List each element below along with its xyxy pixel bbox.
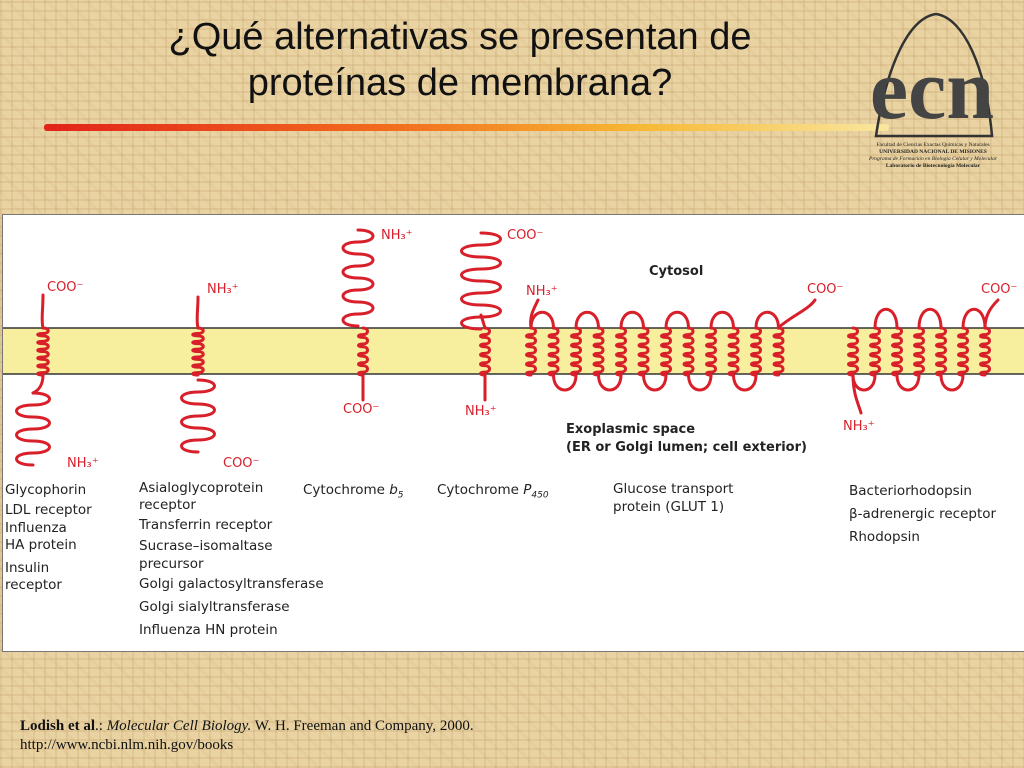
asialo-n-stalk bbox=[197, 297, 198, 328]
glycophorin-tm-helix bbox=[38, 328, 49, 375]
caption-line: Sucrase–isomaltase bbox=[139, 538, 273, 554]
glut1-cyto-loop bbox=[531, 312, 554, 328]
title-line-1: ¿Qué alternativas se presentan de bbox=[168, 16, 752, 58]
sevenTM-exo-loop bbox=[853, 375, 875, 390]
caption-cytochrome-p450: Cytochrome $P_{450}$ bbox=[437, 482, 549, 501]
sevenTM-c-tail bbox=[985, 300, 998, 328]
glut1-exo-loop bbox=[689, 375, 712, 390]
glut1-exo-loop bbox=[644, 375, 667, 390]
citation-publisher: W. H. Freeman and Company, 2000. bbox=[251, 718, 474, 734]
bacterio-nh3-label: NH₃⁺ bbox=[843, 419, 875, 434]
caption-line: Glycophorin bbox=[5, 482, 87, 498]
sevenTM-cyto-loop bbox=[919, 309, 941, 328]
glut1-cooh-label: COO⁻ bbox=[807, 282, 844, 297]
asialo-nh3-label: NH₃⁺ bbox=[207, 282, 239, 297]
caption-line: HA protein bbox=[5, 537, 77, 553]
logo-line-1: Facultad de Ciencias Exactas Químicas y Naturales bbox=[876, 142, 990, 148]
glut1-c-stalk bbox=[778, 300, 815, 328]
title-line-2: proteínas de membrana? bbox=[247, 62, 673, 104]
membrane-protein-figure bbox=[2, 214, 1024, 652]
glut1-cyto-loop bbox=[666, 312, 689, 328]
glut1-cyto-loop bbox=[756, 312, 779, 328]
cytb5-cyto-domain bbox=[343, 230, 373, 326]
glycophorin-n-stalk bbox=[42, 295, 43, 328]
sevenTM-cyto-loop bbox=[875, 309, 897, 328]
citation-book: Molecular Cell Biology. bbox=[106, 718, 252, 734]
asialo-tm-helix bbox=[193, 328, 204, 375]
caption-line: Influenza HN protein bbox=[139, 622, 278, 638]
p450-nh3-label: NH₃⁺ bbox=[465, 404, 497, 419]
caption-type1 bbox=[5, 480, 92, 594]
caption-line: Glucose transport bbox=[613, 481, 734, 497]
caption-glut1 bbox=[613, 480, 733, 516]
caption-line: Golgi galactosyltransferase bbox=[139, 576, 324, 592]
caption-7tm bbox=[849, 480, 996, 549]
glycophorin-nh3-label: NH₃⁺ bbox=[67, 456, 99, 471]
glycophorin-cooh-label: COO⁻ bbox=[47, 280, 84, 295]
caption-line: LDL receptor bbox=[5, 502, 92, 518]
caption-line: receptor bbox=[139, 497, 196, 513]
caption-line: Bacteriorhodopsin bbox=[849, 483, 972, 499]
caption-line: Insulin bbox=[5, 560, 50, 576]
asialo-cooh-label: COO⁻ bbox=[223, 456, 260, 471]
bacterio-cooh-label: COO⁻ bbox=[981, 282, 1018, 297]
citation-url[interactable]: http://www.ncbi.nlm.nih.gov/books bbox=[20, 737, 234, 753]
exoplasmic-sublabel: (ER or Golgi lumen; cell exterior) bbox=[566, 440, 807, 455]
sevenTM-cyto-loop bbox=[963, 309, 985, 328]
caption-line: Golgi sialyltransferase bbox=[139, 599, 290, 615]
glycophorin-cyto-domain bbox=[17, 393, 50, 465]
glut1-nh3-label: NH₃⁺ bbox=[526, 284, 558, 299]
citation-authors: Lodish et al bbox=[20, 718, 96, 734]
cytb5-cooh-label: COO⁻ bbox=[343, 402, 380, 417]
cytosol-label: Cytosol bbox=[649, 264, 704, 279]
caption-line: Influenza bbox=[5, 520, 67, 536]
caption-line: Asialoglycoprotein bbox=[139, 480, 264, 496]
glut1-exo-loop bbox=[554, 375, 577, 390]
exoplasmic-label: Exoplasmic space bbox=[566, 422, 696, 437]
sevenTM-exo-loop bbox=[941, 375, 963, 390]
caption-line: protein (GLUT 1) bbox=[613, 499, 725, 515]
p450-cooh-label: COO⁻ bbox=[507, 228, 544, 243]
glut1-cyto-loop bbox=[576, 312, 599, 328]
logo-line-2: UNIVERSIDAD NACIONAL DE MISIONES bbox=[879, 149, 987, 155]
logo-line-3: Programa de Formación en Biología Celular y Molecular bbox=[869, 156, 997, 162]
cytb5-nh3-label: NH₃⁺ bbox=[381, 228, 413, 243]
caption-line: receptor bbox=[5, 577, 62, 593]
citation: Lodish et al.: Molecular Cell Biology. W. H. Freeman and Company, 2000. http://www.ncbi.nlm.nih.gov/books bbox=[20, 718, 474, 753]
title-underline bbox=[44, 124, 889, 131]
caption-line: β-adrenergic receptor bbox=[849, 506, 997, 522]
sevenTM-exo-loop bbox=[897, 375, 919, 390]
caption-line: precursor bbox=[139, 556, 204, 572]
caption-line: Rhodopsin bbox=[849, 529, 920, 545]
glut1-cyto-loop bbox=[621, 312, 644, 328]
slide-title bbox=[40, 14, 880, 106]
caption-cytochrome-b5: Cytochrome $b_5$ bbox=[303, 482, 404, 501]
glut1-cyto-loop bbox=[711, 312, 734, 328]
asialo-ext-domain bbox=[182, 380, 215, 452]
sevenTM-n-tail bbox=[853, 375, 861, 413]
glycophorin-link bbox=[33, 375, 43, 393]
logo-letters: ecn bbox=[869, 41, 995, 137]
logo-line-4: Laboratorio de Biotecnología Molecular bbox=[885, 163, 981, 169]
glut1-exo-loop bbox=[734, 375, 757, 390]
glut1-exo-loop bbox=[599, 375, 622, 390]
caption-type2 bbox=[139, 480, 324, 642]
caption-line: Transferrin receptor bbox=[139, 517, 273, 533]
